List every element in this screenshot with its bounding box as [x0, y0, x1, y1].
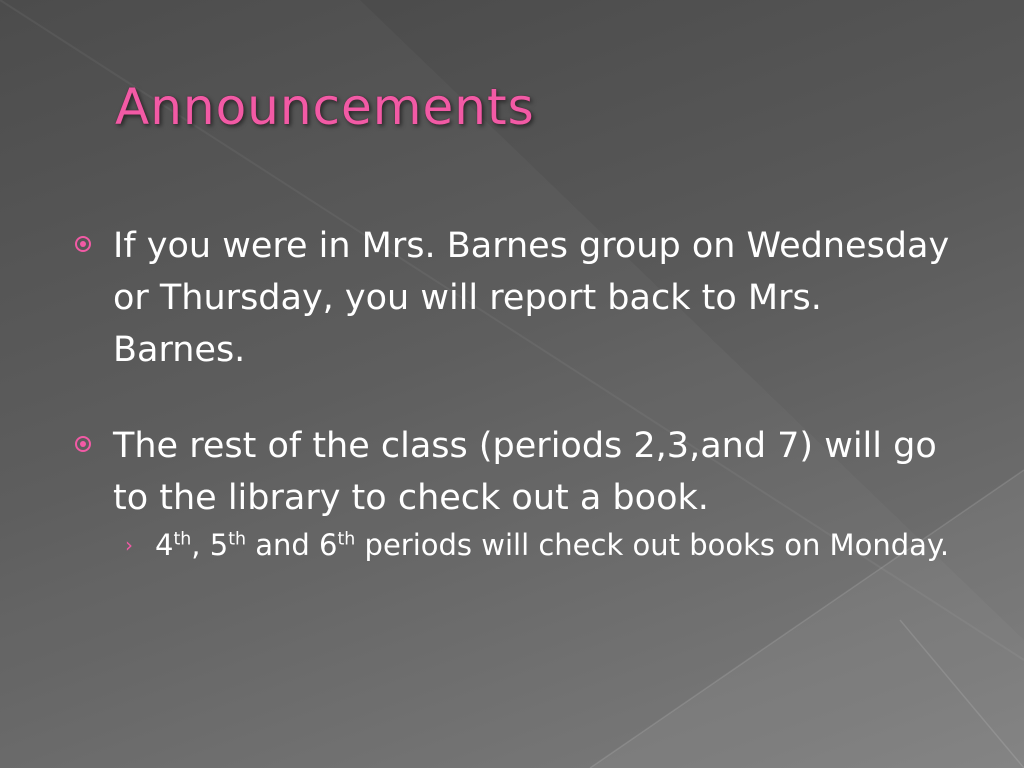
target-bullet-icon: [75, 436, 91, 452]
slide-title: Announcements: [115, 78, 535, 136]
target-bullet-icon: [75, 236, 91, 252]
chevron-right-icon: ›: [125, 533, 133, 557]
sub-bullet-text: 4th, 5th and 6th periods will check out books on Monday.: [155, 528, 950, 562]
bullet-text: If you were in Mrs. Barnes group on Wednesday or Thursday, you will report back to Mrs. Barnes.: [113, 226, 950, 370]
sub-bullet-item: [70, 524, 950, 566]
bullet-item: [70, 420, 950, 524]
slide-body: [70, 220, 950, 566]
bullet-text: The rest of the class (periods 2,3,and 7) will go to the library to check out a book.: [113, 426, 937, 518]
bullet-item: [70, 220, 950, 376]
